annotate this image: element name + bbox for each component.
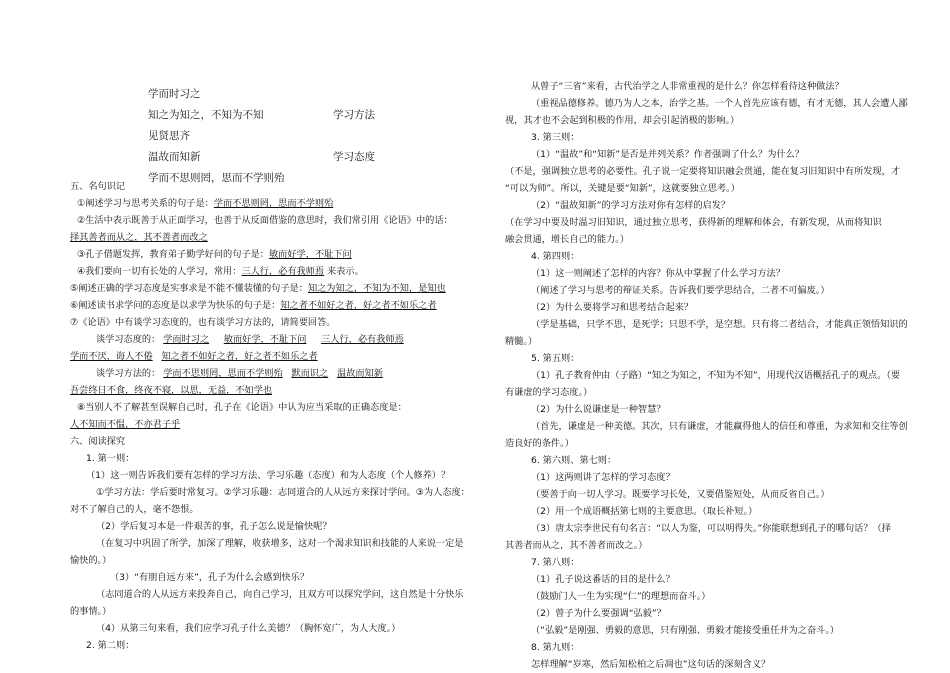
pair-row [148,86,468,107]
question-line: （2）学后复习本是一件艰苦的事，孔子怎么说是愉快呢？ [96,521,332,532]
item-heading: 5. 第五则： [531,353,580,364]
answer-line: 的事情。） [70,606,112,617]
question-line: ④我们要向一切有长处的人学习，常用：三人行，必有我师焉 来表示。 [77,266,364,277]
question-line: ①阐述学习与思考关系的句子是：学而不思则罔，思而不学则殆 [77,198,334,209]
answer: 三人行，必有我师焉 [321,334,404,345]
item-heading: 7. 第八则： [531,557,580,568]
question-line: （2）曾子为什么要强调“弘毅”？ [531,608,666,619]
question-line: ②生活中表示既善于从正面学习，也善于从反面借鉴的意思时，我们常引用《论语》中的话： [77,215,453,226]
answer-line: 其善者而从之，其不善者而改之。） [505,540,648,551]
answer-line [70,348,470,365]
pair-left: 见贤思齐 [148,130,190,142]
question-line: （3）唐太宗李世民有句名言：“以人为鉴，可以明得失。”你能联想到孔子的哪句话？（择 [531,523,891,534]
pair-right: 学习方法 [333,109,375,121]
question-line: （1）孔子说这番话的目的是什么？ [531,574,675,585]
item-heading: 3. 第三则： [531,132,580,143]
question-line: ⑥阐述读书求学问的态度是以求学为快乐的句子是：知之者不如好之者，好之者不如乐之者 [70,300,437,311]
question-line: （2）为什么要将学习和思考结合起来？ [531,302,694,313]
answer-line: 视，其才也不会起到积极的作用，却会引起消极的影响。） [505,115,740,126]
question-line: 从曾子“三省”来看，古代治学之人非常重视的是什么？你怎样看待这种做法？ [531,81,844,92]
question-line: 怎样理解“岁寒，然后知松柏之后凋也”这句话的深刻含义？ [531,659,771,670]
answer-line: 精髓。） [505,336,538,347]
question-line: （1）这一则阐述了怎样的内容？你从中掌握了什么学习方法？ [531,268,785,279]
answer-line: 愉快的。） [70,555,112,566]
answer: 吾尝终日不食，终夜不寝，以思，无益，不如学也 [70,385,273,396]
question-line: ⑦《论语》中有谈学习态度的，也有谈学习方法的，请简要回答。 [70,317,336,328]
pair-row [148,128,468,149]
right-column [505,78,908,673]
answer-line: “可以为师”。所以，关键是要“知新”，这就要独立思考。） [505,183,740,194]
question-line: （1）“温故”和“知新”是否是并列关系？作者强调了什么？为什么？ [531,149,804,160]
item-heading: 1. 第一则： [86,453,135,464]
item-heading: 8. 第九则： [531,642,580,653]
answer-line: 谈学习方法的： 学而不思则罔，思而不学则殆 默而识之 温故而知新 [96,368,383,379]
question-line: ⑤阐述正确的学习态度是实事求是不能不懂装懂的句子是：知之为知之，不知为不知，是知也 [70,283,446,294]
pair-right: 学习态度 [333,151,375,163]
answer: 三人行，必有我师焉 [241,266,325,277]
pair-left: 知之为知之，不知为不知 [148,109,264,121]
answer-line [70,229,470,246]
question-line: （1）这一则告诉我们要有怎样的学习方法、学习乐趣（态度）和为人态度（个人修养）？ [86,470,451,481]
answer: 温故而知新 [336,368,383,379]
section-heading: 六、阅读探究 [70,436,126,447]
question-line: （1）这两则讲了怎样的学习态度？ [531,472,675,483]
item-heading: 4. 第四则： [531,251,580,262]
question-line: （4）从第三句来看，我们应学习孔子什么美德？（胸怀宽广，为人大度。） [96,623,401,634]
answer-line: 有谦虚的学习态度。） [505,387,593,398]
answer-line: 造良好的条件。） [505,438,574,449]
answer-line: （阐述了学习与思考的辩证关系。告诉我们要学思结合，二者不可偏废。） [531,285,830,296]
question-line: （2）为什么说谦虚是一种智慧？ [531,404,666,415]
pair-left: 学而时习之 [148,88,201,100]
answer-line: （在学习中要及时温习旧知识，通过独立思考，获得新的理解和体会，有新发现，从而将知识 [505,217,882,228]
answer: 人不知而不愠，不亦君子乎 [70,419,181,430]
question-line: （3）“有朋自远方来”，孔子为什么会感到快乐？ [110,572,310,583]
answer-line: （在复习中巩固了所学，加深了理解，收获增多，这对一个渴求知识和技能的人来说一定是 [96,538,464,549]
matching-pairs [148,86,468,191]
answer-line: ①学习方法：学后要时常复习。②学习乐趣：志同道合的人从远方来探讨学问。③为人态度： [96,487,470,498]
answer-line: （“弘毅”是刚强、勇毅的意思，只有刚强、勇毅才能接受重任并为之奋斗。） [531,625,840,636]
answer: 默而识之 [291,368,329,379]
pair-left: 温故而知新 [148,151,201,163]
left-column [70,178,470,654]
answer-line: 融会贯通，增长自己的能力。） [505,234,630,245]
item-heading: 2. 第二则： [86,640,135,651]
answer: 择其善者而从之，其不善者而改之 [70,232,208,243]
question-line: ⑧当别人不了解甚至误解自己时，孔子在《论语》中认为应当采取的正确态度是： [77,402,407,413]
pair-left: 学而不思则罔，思而不学则殆 [148,172,285,184]
question-line: ③孔子借题发挥，教育弟子勤学好问的句子是：敏而好学，不耻下问 [77,249,352,260]
answer: 知之者不如好之者，好之者不如乐之者 [280,300,437,311]
question-line: （2）用一个成语概括第七则的主要意思。（取长补短。） [531,506,758,517]
answer: 敏而好学，不耻下问 [223,334,307,345]
answer-line: 对不了解自己的人，毫不怨恨。 [70,504,199,515]
answer: 知之者不如好之者，好之者不如乐之者 [161,351,318,362]
question-line: （1）孔子教育仲由（子路）“知之为知之，不知为不知”，用现代汉语概括孔子的观点。（要 [531,370,901,381]
answer-line: （首先，谦虚是一种美德。其次，只有谦虚，才能赢得他人的信任和尊重，为求知和交往等创 [531,421,908,432]
answer: 知之为知之，不知为不知，是知也 [307,283,446,294]
answer-line: （鼓励门人一生为实现“仁”的理想而奋斗。） [531,591,711,602]
answer-line: （不是，强调独立思考的必要性。孔子说一定要将知识融会贯通，能在复习旧知识中有所发现，才 [505,166,901,177]
answer: 学而不思则罔，思而不学则殆 [213,198,334,209]
answer-line: （要善于向一切人学习。既要学习长处，又要借鉴短处，从而反省自己。） [531,489,830,500]
answer-line [70,382,470,399]
answer-line: （志同道合的人从远方来投奔自己，向自己学习，且双方可以探究学问，这自然是十分快乐 [96,589,464,600]
section-heading: 五、名句识记 [70,181,126,192]
answer-line: 谈学习态度的： 学而时习之 敏而好学，不耻下问 三人行，必有我师焉 [96,334,404,345]
answer: 学而时习之 [163,334,210,345]
answer-line: （重视品德修养。德乃为人之本，治学之基。一个人首先应该有德，有才无德，其人会遭人鄙 [531,98,908,109]
pair-row [148,107,468,128]
question-line: （2）“温故知新”的学习方法对你有怎样的启发？ [531,200,731,211]
answer: 学而不厌，诲人不倦 [70,351,153,362]
answer: 敏而好学，不耻下问 [269,249,352,260]
answer-line [70,416,470,433]
answer: 学而不思则罔，思而不学则殆 [163,368,283,379]
pair-row [148,149,468,170]
answer-line: （学是基础，只学不思，是死学；只思不学，是空想。只有将二者结合，才能真正领悟知识的 [531,319,908,330]
item-heading: 6. 第六则、第七则： [531,455,617,466]
